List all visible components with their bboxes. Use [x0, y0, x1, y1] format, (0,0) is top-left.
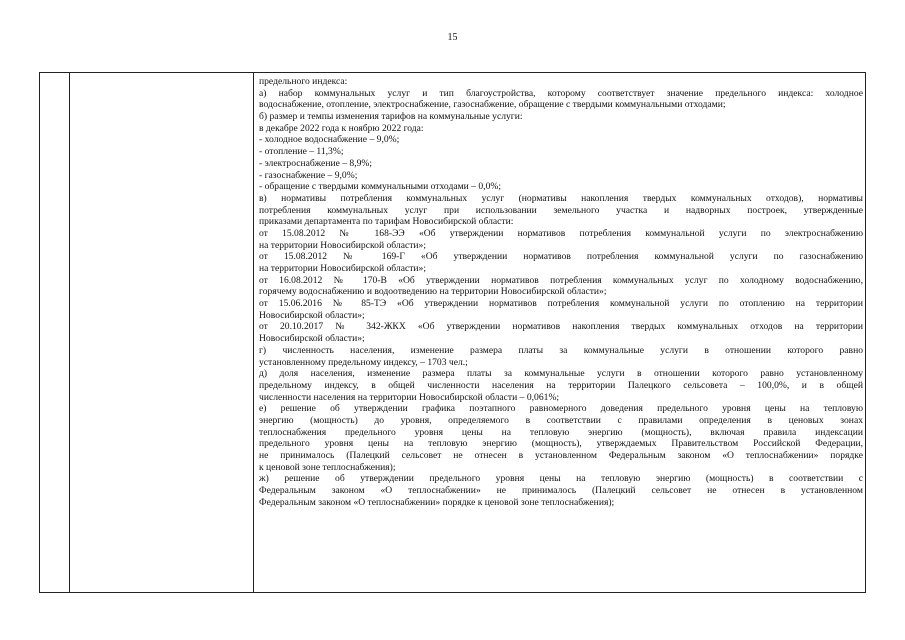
document-table	[39, 72, 866, 593]
text-line: на территории Новосибирской области»;	[259, 263, 427, 274]
table-cell-text	[259, 76, 863, 508]
text-line: водоснабжение, отопление, электроснабжение, газоснабжение, обращение с твердыми коммунальными отходами;	[259, 99, 726, 111]
text-line: от 20.10.2017 № 342-ЖКХ «Об утверждении нормативов накопления твердых коммунальных отходов на территории	[259, 321, 863, 333]
table-column-divider-2	[253, 73, 254, 592]
text-line: е) решение об утверждении графика поэтапного равномерного доведения предельного уровня цены на тепловую	[259, 403, 863, 415]
text-line: теплоснабжения предельного уровня цены на тепловую энергию (мощность), включая правила индексации	[259, 426, 863, 438]
text-line: в) нормативы потребления коммунальных услуг (нормативы накопления твердых коммунальных отходов), нормативы	[259, 192, 863, 204]
text-line: численности населения на территории Новосибирской области – 0,061%;	[259, 391, 560, 403]
text-line: Федеральным законом «О теплоснабжении» не принималось (Палецкий сельсовет не отнесен в установленном	[259, 485, 863, 497]
text-line: Федеральным законом «О теплоснабжении» порядке к ценовой зоне теплоснабжения);	[259, 496, 615, 508]
text-line: - холодное водоснабжение – 9,0%;	[259, 134, 400, 146]
page-number: 15	[447, 32, 458, 43]
text-line: - электроснабжение – 8,9%;	[259, 157, 373, 169]
text-line: установленному предельному индексу, – 1703 чел.;	[259, 356, 468, 368]
table-column-divider-1	[69, 73, 70, 592]
text-line: приказами департамента по тарифам Новосибирской области:	[259, 216, 514, 228]
text-line: д) доля населения, изменение размера платы за коммунальные услуги в отношении которого равно установленному	[259, 368, 863, 380]
text-line: ж) решение об утверждении предельного уровня цены на тепловую энергию (мощность) в соответствии с	[259, 473, 863, 485]
text-line: - обращение с твердыми коммунальными отходами – 0,0%;	[259, 181, 502, 193]
text-line: предельному индексу, в общей численности населения на территории Палецкого сельсовета – 100,0%, и в общей	[259, 379, 863, 391]
text-line: а) набор коммунальных услуг и тип благоустройства, которому соответствует значение предельного индекса: холодное	[259, 87, 863, 99]
text-line: от 16.08.2012 № 170-В «Об утверждении нормативов потребления коммунальных услуг по холодному водоснабжению,	[259, 274, 863, 286]
text-line: горячему водоснабжению и водоотведению на территории Новосибирской области»;	[259, 286, 607, 298]
text-line: к ценовой зоне теплоснабжения);	[259, 461, 396, 473]
text-line: в декабре 2022 года к ноябрю 2022 года:	[259, 122, 424, 134]
text-line: потребления коммунальных услуг при использовании земельного участка и надворных построек, утвержденные	[259, 204, 863, 216]
text-line: энергию (мощность) до уровня, определяемого в соответствии с правилами определения в ценовых зонах	[259, 414, 863, 426]
text-line: Новосибирской области»;	[259, 309, 365, 321]
text-line: от 15.06.2016 № 85-ТЭ «Об утверждении нормативов потребления коммунальной услуги по отоплению на территории	[259, 298, 863, 310]
text-line: г) численность населения, изменение размера платы за коммунальные услуги в отношении которого равно	[259, 344, 863, 356]
text-line: от 15.08.2012 № 168-ЭЭ «Об утверждении нормативов потребления коммунальной услуги по электроснабжению	[259, 227, 863, 239]
text-line: предельного индекса:	[259, 76, 348, 87]
text-line: предельного уровня цены на тепловую энергию (мощность), утверждаемых Правительством Российской Федерации,	[259, 438, 863, 450]
text-line: б) размер и темпы изменения тарифов на коммунальные услуги:	[259, 111, 523, 123]
text-line: - отопление – 11,3%;	[259, 146, 344, 158]
text-line: - газоснабжение – 9,0%;	[259, 169, 358, 181]
text-line: не принималось (Палецкий сельсовет не отнесен в установленном Федеральным законом «О теплоснабжении» порядке	[259, 450, 863, 461]
text-line: от 15.08.2012 № 169-Г «Об утверждении нормативов потребления коммунальной услуги по газоснабжению	[259, 251, 863, 263]
text-line: Новосибирской области»;	[259, 333, 365, 345]
text-line: на территории Новосибирской области»;	[259, 239, 427, 251]
